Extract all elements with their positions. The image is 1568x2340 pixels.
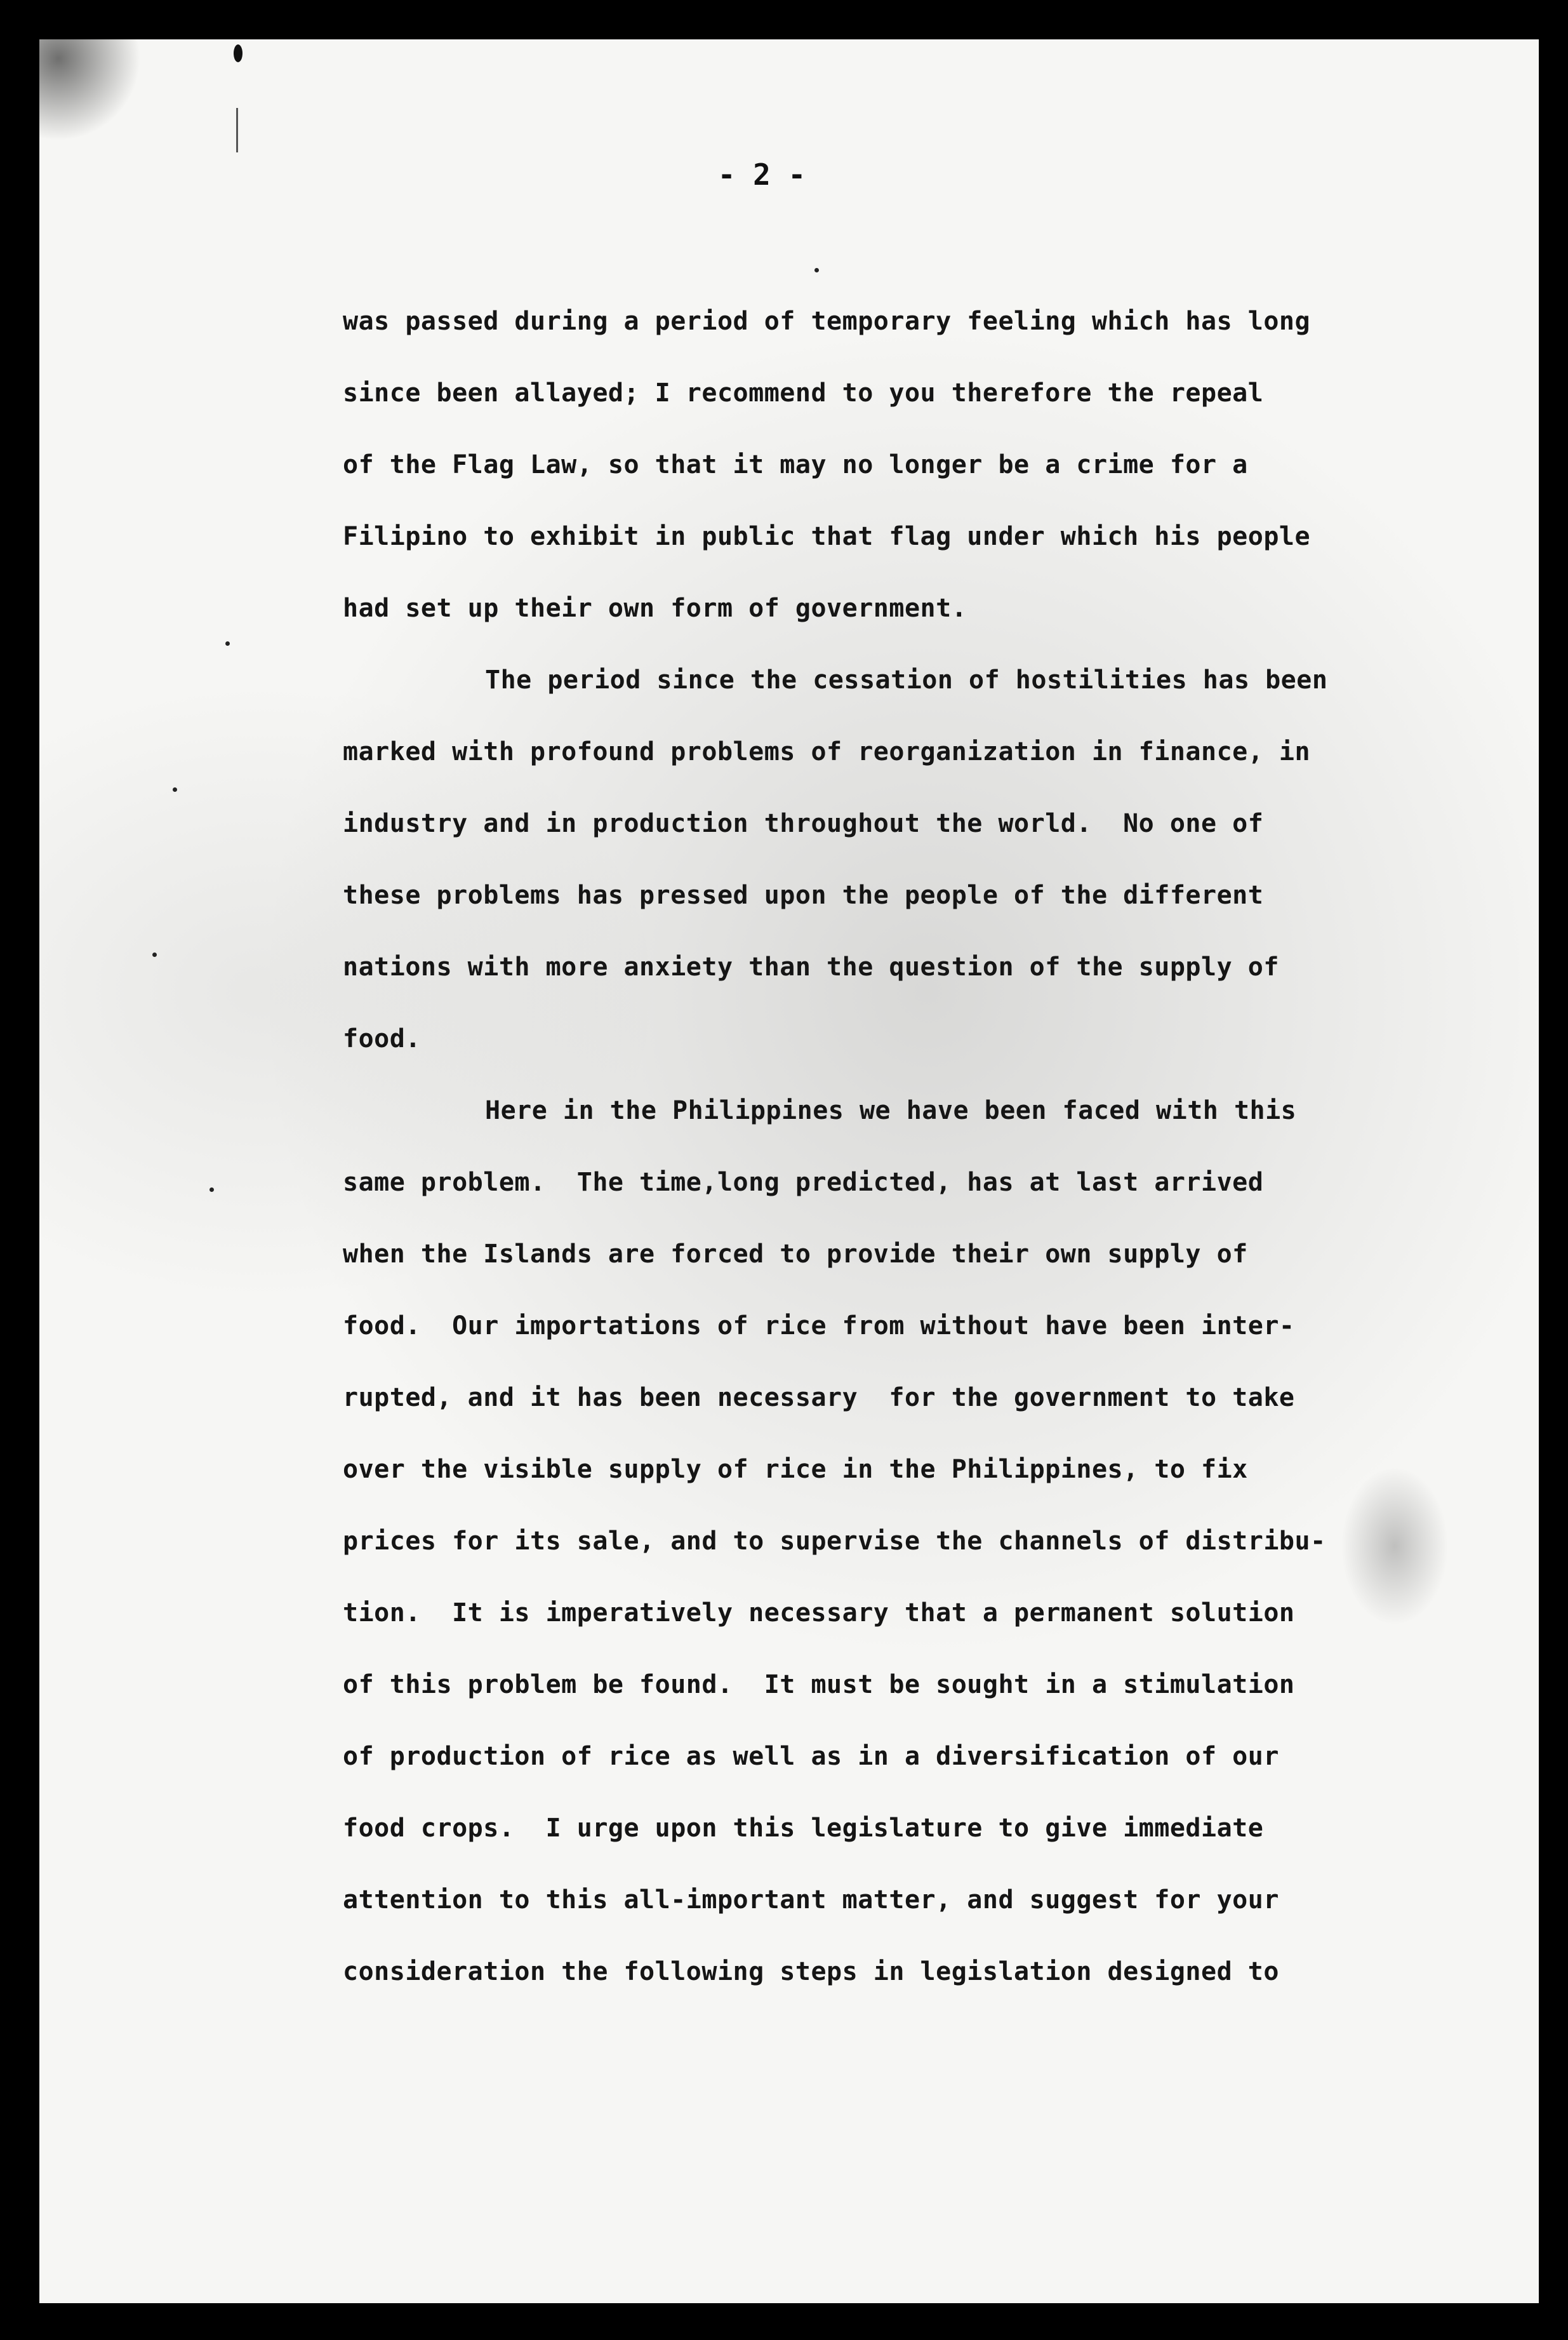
dust-speck xyxy=(225,641,230,646)
text-line: of the Flag Law, so that it may no longer be a crime for a xyxy=(343,450,1248,479)
text-line: consideration the following steps in legislation designed to xyxy=(343,1957,1279,1986)
typed-body-text xyxy=(343,298,1333,2021)
text-line: attention to this all-important matter, and suggest for your xyxy=(343,1885,1279,1915)
text-line: had set up their own form of government. xyxy=(343,594,967,623)
text-line: tion. It is imperatively necessary that a permanent solution xyxy=(343,1598,1295,1628)
dust-speck xyxy=(209,1187,214,1192)
corner-smudge xyxy=(39,39,141,141)
dust-speck xyxy=(814,268,819,272)
text-line: food. Our importations of rice from without have been inter- xyxy=(343,1311,1295,1340)
text-line: food. xyxy=(343,1024,421,1053)
text-line: of this problem be found. It must be sought in a stimulation xyxy=(343,1670,1295,1699)
dust-speck xyxy=(173,787,177,792)
text-line: Here in the Philippines we have been faced with this xyxy=(485,1096,1297,1125)
dust-speck xyxy=(152,953,157,957)
text-line: The period since the cessation of hostilities has been xyxy=(485,665,1328,695)
right-margin-stain xyxy=(1341,1467,1449,1626)
text-line: marked with profound problems of reorganization in finance, in xyxy=(343,737,1311,766)
text-line: nations with more anxiety than the question of the supply of xyxy=(343,953,1279,982)
text-line: Filipino to exhibit in public that flag under which his people xyxy=(343,522,1311,551)
page-number: - 2 - xyxy=(717,157,806,192)
ink-blot-mark xyxy=(234,44,243,62)
text-line: when the Islands are forced to provide their own supply of xyxy=(343,1240,1248,1269)
text-line: since been allayed; I recommend to you therefore the repeal xyxy=(343,378,1264,408)
text-line: prices for its sale, and to supervise the channels of distribu- xyxy=(343,1527,1326,1556)
text-line: was passed during a period of temporary feeling which has long xyxy=(343,307,1311,336)
text-line: these problems has pressed upon the people of the different xyxy=(343,881,1264,910)
text-line: industry and in production throughout the world. No one of xyxy=(343,809,1264,838)
text-line: food crops. I urge upon this legislature to give immediate xyxy=(343,1814,1264,1843)
text-line: of production of rice as well as in a diversification of our xyxy=(343,1742,1279,1771)
margin-tick-mark xyxy=(236,108,238,152)
text-line: rupted, and it has been necessary for the government to take xyxy=(343,1383,1295,1412)
text-line: over the visible supply of rice in the Philippines, to fix xyxy=(343,1455,1248,1484)
text-line: same problem. The time,long predicted, has at last arrived xyxy=(343,1168,1264,1197)
